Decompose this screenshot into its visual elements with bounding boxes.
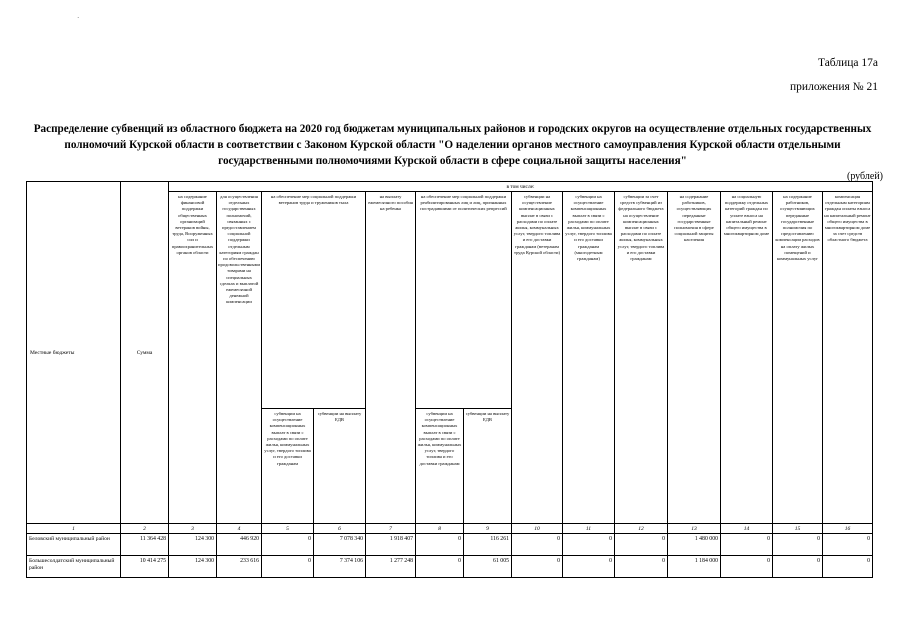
table-cell: 1 918 407 [366, 534, 416, 556]
table-cell: 0 [262, 556, 314, 578]
column-number-row [27, 524, 873, 534]
header-col-9: субвенции на выплату ЕДВ [464, 409, 512, 524]
table-cell: 11 364 428 [121, 534, 169, 556]
table-cell: 124 300 [169, 534, 217, 556]
column-number: 6 [314, 524, 366, 534]
table-cell: 0 [512, 556, 563, 578]
column-number: 3 [169, 524, 217, 534]
header-col-4: для осуществления отдельных государственных полномочий, связанных с предоставлением социальной поддержки отдельным категориям граждан по обеспечению продовольственными товарами на специальных сделках и выплатой ежемесячной денежной компенсации [217, 192, 262, 524]
header-including: в том числе: [169, 182, 873, 192]
header-col-3: на содержание финансовой поддержки общественных организаций ветеранов войны, труда, Вооруженных сил и правоохранительных органов области [169, 192, 217, 524]
table-cell: 233 616 [217, 556, 262, 578]
unit-label: (рублей) [846, 171, 883, 182]
column-number: 10 [512, 524, 563, 534]
header-col-16: компенсация отдельным категориям граждан оплаты взноса на капитальный ремонт общего имущества в многоквартирном доме за счет средств областного бюджета [823, 192, 873, 524]
column-number: 13 [668, 524, 721, 534]
table-cell: 0 [721, 556, 773, 578]
header-budgets: Местные бюджеты [27, 182, 121, 524]
table-ref: Таблица 17а [817, 57, 878, 69]
column-number: 2 [121, 524, 169, 534]
header-col-8: субвенции на осуществление компенсационных выплат в связи с расходами по оплате жилья, коммунальных услуг, твердого топлива и его доставки гражданам [416, 409, 464, 524]
column-number: 12 [615, 524, 668, 534]
table-cell: 0 [262, 534, 314, 556]
header-col-5: субвенции на осуществление компенсационных выплат в связи с расходами по оплате жилья, коммунальных услуг, твердого топлива и его доставки гражданам [262, 409, 314, 524]
table-cell: 1 277 248 [366, 556, 416, 578]
table-cell: 116 261 [464, 534, 512, 556]
table-cell: 0 [721, 534, 773, 556]
table-cell: 0 [563, 556, 615, 578]
table-cell: 0 [512, 534, 563, 556]
column-number: 1 [27, 524, 121, 534]
table-cell: 7 374 106 [314, 556, 366, 578]
appendix-ref: приложения № 21 [790, 81, 878, 93]
header-col-7: на выплату ежемесячного пособия на ребенка [366, 192, 416, 524]
table-cell: 7 078 340 [314, 534, 366, 556]
table-cell: 446 920 [217, 534, 262, 556]
table-cell: 0 [563, 534, 615, 556]
column-number: 9 [464, 524, 512, 534]
header-col-10: субвенции на осуществление компенсационных выплат в связи с расходами по оплате жилья, коммунальных услуг, твердого топлива и его доставки гражданам (ветеранам труда Курской области) [512, 192, 563, 524]
table-cell: 1 184 000 [668, 556, 721, 578]
header-col-15: на содержание работников, осуществляющих переданные государственные полномочия по предоставлению компенсации расходов на оплату жилых помещений и коммунальных услуг [773, 192, 823, 524]
column-number: 15 [773, 524, 823, 534]
column-number: 16 [823, 524, 873, 534]
table-cell: 1 480 000 [668, 534, 721, 556]
table-row [27, 534, 873, 556]
table-cell: 0 [416, 556, 464, 578]
table-cell: 124 300 [169, 556, 217, 578]
row-budget-name: Большесолдатский муниципальный район [27, 556, 121, 578]
header-col-12: субвенции за счет средств субвенций из федерального бюджета на осуществление компенсационных выплат в связи с расходами по оплате жилья, коммунальных услуг, твердого топлива и его доставки гражданам [615, 192, 668, 524]
table-cell: 0 [615, 556, 668, 578]
table-cell: 10 414 275 [121, 556, 169, 578]
table-cell: 0 [773, 556, 823, 578]
scan-mark: · [77, 14, 80, 22]
header-col-6: субвенции на выплату ЕДВ [314, 409, 366, 524]
header-col-14: на социальную поддержку отдельных категорий граждан по уплате взноса на капитальный ремонт общего имущества в многоквартирном доме [721, 192, 773, 524]
column-number: 4 [217, 524, 262, 534]
table-cell: 0 [773, 534, 823, 556]
table-cell: 0 [823, 534, 873, 556]
column-number: 11 [563, 524, 615, 534]
column-number: 8 [416, 524, 464, 534]
header-col-8-9: на обеспечение мер социальной поддержки реабилитированных лиц и лиц, признанных пострадавшими от политических репрессий [416, 192, 512, 409]
row-budget-name: Беловский муниципальный район [27, 534, 121, 556]
document-title: Распределение субвенций из областного бюджета на 2020 год бюджетам муниципальных районов и городских округов на осуществление отдельных государственных полномочий Курской области в соответствии с Законом Курской области "О наделении органов местного самоуправления Курской области отдельными государственными полномочиями Курской области в сфере социальной защиты населения" [33, 123, 872, 167]
subsidy-table [26, 181, 873, 578]
column-number: 5 [262, 524, 314, 534]
table-cell: 0 [823, 556, 873, 578]
column-number: 14 [721, 524, 773, 534]
table-row [27, 556, 873, 578]
table-cell: 61 005 [464, 556, 512, 578]
table-cell: 0 [615, 534, 668, 556]
table-cell: 0 [416, 534, 464, 556]
header-col-11: субвенции на осуществление компенсационных выплат в связи с расходами по оплате жилья, коммунальных услуг, твердого топлива и его доставки гражданам (многодетным гражданам) [563, 192, 615, 524]
column-number: 7 [366, 524, 416, 534]
header-sum: Сумма [121, 182, 169, 524]
header-col-5-6: на обеспечение мер социальной поддержки ветеранов труда и тружеников тыла [262, 192, 366, 409]
header-col-13: на содержание работников, осуществляющих переданные государственные полномочия в сфере социальной защиты населения [668, 192, 721, 524]
